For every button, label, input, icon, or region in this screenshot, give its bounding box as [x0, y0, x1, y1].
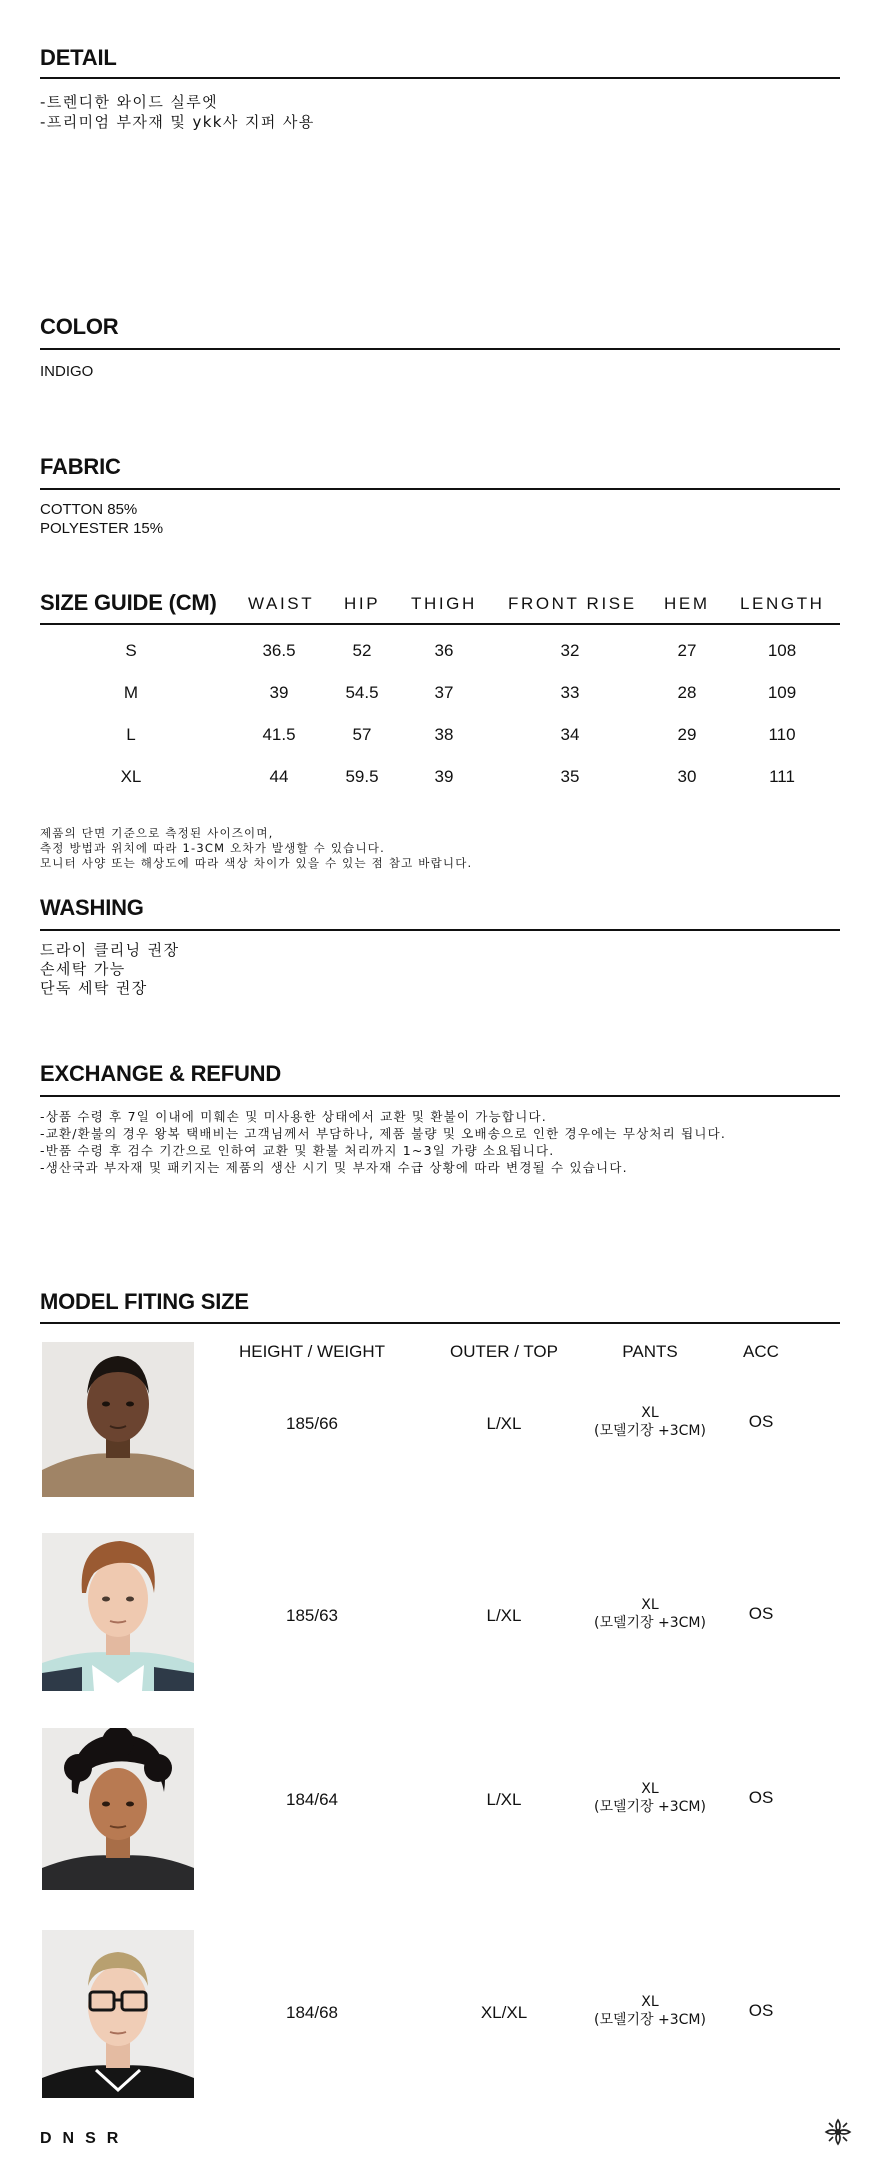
size-cell: 111 — [769, 767, 795, 786]
model-col-acc: ACC — [743, 1342, 779, 1361]
washing-line: 손세탁 가능 — [40, 960, 126, 978]
fabric-line: COTTON 85% — [40, 501, 138, 518]
size-cell: 37 — [434, 683, 454, 702]
size-note: 측정 방법과 위치에 따라 1-3CM 오차가 발생할 수 있습니다. — [40, 841, 385, 855]
model-col-outer-top: OUTER / TOP — [449, 1342, 558, 1361]
size-cell: 35 — [560, 767, 580, 786]
ornament-icon — [822, 2116, 854, 2148]
model-portrait-icon — [42, 1728, 194, 1890]
model-photo — [42, 1728, 194, 1890]
exchange-line: -상품 수령 후 7일 이내에 미훼손 및 미사용한 상태에서 교환 및 환불이 가능합니다. — [40, 1109, 547, 1124]
size-label: XL — [120, 767, 142, 786]
size-cell: 30 — [677, 767, 697, 786]
model-acc: OS — [748, 1412, 774, 1431]
size-cell: 39 — [269, 683, 289, 702]
size-cell: 59.5 — [345, 767, 379, 786]
size-cell: 32 — [560, 641, 580, 660]
size-cell: 34 — [560, 725, 580, 744]
model-acc: OS — [748, 1604, 774, 1623]
model-pants-note: (모델기장 +3CM) — [594, 2012, 706, 2028]
model-height-weight: 185/66 — [286, 1414, 338, 1433]
size-cell: 39 — [434, 767, 454, 786]
exchange-line: -교환/환불의 경우 왕복 택배비는 고객님께서 부담하나, 제품 불량 및 오배송으로 인한 경우에는 무상처리 됩니다. — [40, 1126, 727, 1141]
detail-line: -프리미엄 부자재 및 ykk사 지퍼 사용 — [40, 113, 315, 131]
model-height-weight: 185/63 — [286, 1606, 338, 1625]
fabric-divider — [40, 488, 840, 490]
size-col-waist: WAIST — [248, 594, 315, 613]
size-cell: 36 — [434, 641, 454, 660]
washing-divider — [40, 929, 840, 931]
fabric-line: POLYESTER 15% — [40, 520, 164, 537]
detail-title: DETAIL — [40, 45, 117, 70]
model-fitting-title: MODEL FITING SIZE — [40, 1289, 249, 1314]
size-cell: 110 — [768, 725, 796, 744]
model-col-height-weight: HEIGHT / WEIGHT — [238, 1342, 386, 1361]
brand-logo: DNSR — [40, 2130, 130, 2147]
size-cell: 36.5 — [262, 641, 296, 660]
size-cell: 29 — [677, 725, 697, 744]
washing-title: WASHING — [40, 895, 144, 920]
size-cell: 109 — [767, 683, 797, 702]
size-cell: 33 — [560, 683, 580, 702]
model-portrait-icon — [42, 1342, 194, 1497]
size-col-hip: HIP — [344, 594, 381, 613]
model-fitting-divider — [40, 1322, 840, 1324]
model-portrait-icon — [42, 1930, 194, 2098]
model-col-pants: PANTS — [622, 1342, 678, 1361]
model-outer-top: XL/XL — [480, 2003, 528, 2022]
size-cell: 52 — [352, 641, 372, 660]
model-height-weight: 184/64 — [286, 1790, 338, 1809]
model-photo — [42, 1342, 194, 1497]
model-pants-note: (모델기장 +3CM) — [594, 1615, 706, 1631]
model-outer-top: L/XL — [486, 1790, 522, 1809]
size-col-front-rise: FRONT RISE — [508, 594, 637, 613]
model-outer-top: L/XL — [486, 1414, 522, 1433]
size-label: M — [123, 683, 139, 702]
detail-line: -트렌디한 와이드 실루엣 — [40, 93, 219, 111]
washing-line: 드라이 클리닝 권장 — [40, 941, 180, 959]
model-photo — [42, 1930, 194, 2098]
size-cell: 44 — [269, 767, 289, 786]
model-photo — [42, 1533, 194, 1691]
model-pants: XL — [641, 1405, 659, 1421]
exchange-title: EXCHANGE & REFUND — [40, 1061, 282, 1086]
fabric-title: FABRIC — [40, 454, 121, 479]
model-height-weight: 184/68 — [286, 2003, 338, 2022]
size-guide-title: SIZE GUIDE (CM) — [40, 590, 217, 615]
model-pants: XL — [641, 1994, 659, 2010]
size-cell: 38 — [434, 725, 454, 744]
model-pants-note: (모델기장 +3CM) — [594, 1799, 706, 1815]
size-cell: 57 — [352, 725, 372, 744]
size-note: 모니터 사양 또는 해상도에 따라 색상 차이가 있을 수 있는 점 참고 바랍니다. — [40, 856, 473, 870]
model-pants-note: (모델기장 +3CM) — [594, 1423, 706, 1439]
model-acc: OS — [748, 1788, 774, 1807]
exchange-line: -생산국과 부자재 및 패키지는 제품의 생산 시기 및 부자재 수급 상황에 따라 변경될 수 있습니다. — [40, 1160, 628, 1175]
model-outer-top: L/XL — [486, 1606, 522, 1625]
color-divider — [40, 348, 840, 350]
size-note: 제품의 단면 기준으로 측정된 사이즈이며, — [40, 826, 274, 840]
size-cell: 28 — [677, 683, 697, 702]
size-col-hem: HEM — [664, 594, 710, 613]
exchange-divider — [40, 1095, 840, 1097]
size-cell: 108 — [767, 641, 797, 660]
model-portrait-icon — [42, 1533, 194, 1691]
size-col-thigh: THIGH — [411, 594, 477, 613]
model-pants: XL — [641, 1781, 659, 1797]
size-cell: 41.5 — [262, 725, 296, 744]
size-label: S — [125, 641, 137, 660]
model-pants: XL — [641, 1597, 659, 1613]
detail-divider — [40, 77, 840, 79]
size-cell: 54.5 — [345, 683, 379, 702]
size-label: L — [126, 725, 136, 744]
model-acc: OS — [748, 2001, 774, 2020]
color-title: COLOR — [40, 314, 119, 339]
color-value: INDIGO — [40, 363, 94, 380]
washing-line: 단독 세탁 권장 — [40, 979, 148, 997]
size-col-length: LENGTH — [740, 594, 825, 613]
size-cell: 27 — [677, 641, 697, 660]
size-guide-divider — [40, 623, 840, 625]
exchange-line: -반품 수령 후 검수 기간으로 인하여 교환 및 환불 처리까지 1~3일 가량 소요됩니다. — [40, 1143, 555, 1158]
